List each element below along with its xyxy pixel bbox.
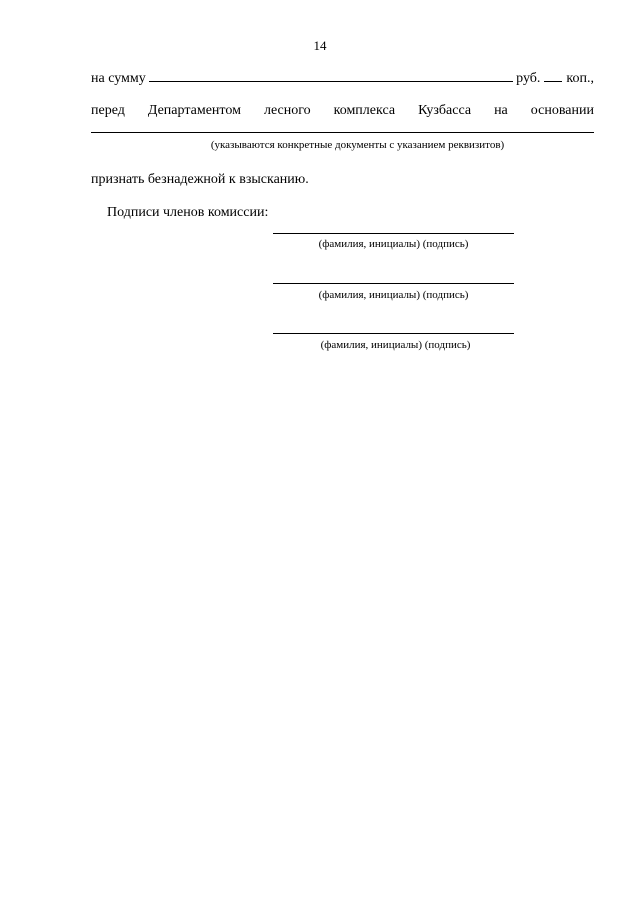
- sum-line: [91, 68, 594, 87]
- dept-word: Департаментом: [147, 103, 241, 118]
- dept-word: Кузбасса: [418, 103, 472, 118]
- signatures-title: Подписи членов комиссии:: [107, 205, 269, 220]
- dept-word: комплекса: [333, 103, 396, 118]
- dept-word: основании: [530, 103, 594, 118]
- dept-word: перед: [91, 103, 125, 118]
- dept-word: на: [494, 103, 508, 118]
- signature-line: [273, 283, 514, 284]
- kop-label: коп.,: [566, 71, 594, 86]
- signature-caption: (фамилия, инициалы) (подпись): [318, 238, 469, 250]
- dept-word: лесного: [263, 103, 311, 118]
- documents-blank-line: [91, 132, 594, 133]
- signature-line: [273, 233, 514, 234]
- department-line: [91, 103, 594, 119]
- sum-prefix: на сумму: [91, 71, 146, 86]
- signature-caption: (фамилия, инициалы) (подпись): [320, 339, 471, 351]
- signature-caption: (фамилия, инициалы) (подпись): [318, 289, 469, 301]
- page-number: 14: [313, 38, 327, 53]
- signature-line: [273, 333, 514, 334]
- documents-caption: (указываются конкретные документы с указанием реквизитов): [210, 139, 505, 151]
- sum-amount-blank: [149, 68, 513, 82]
- declaration-text: признать безнадежной к взысканию.: [91, 172, 309, 187]
- kop-blank: [544, 68, 562, 82]
- rub-label: руб.: [516, 71, 541, 86]
